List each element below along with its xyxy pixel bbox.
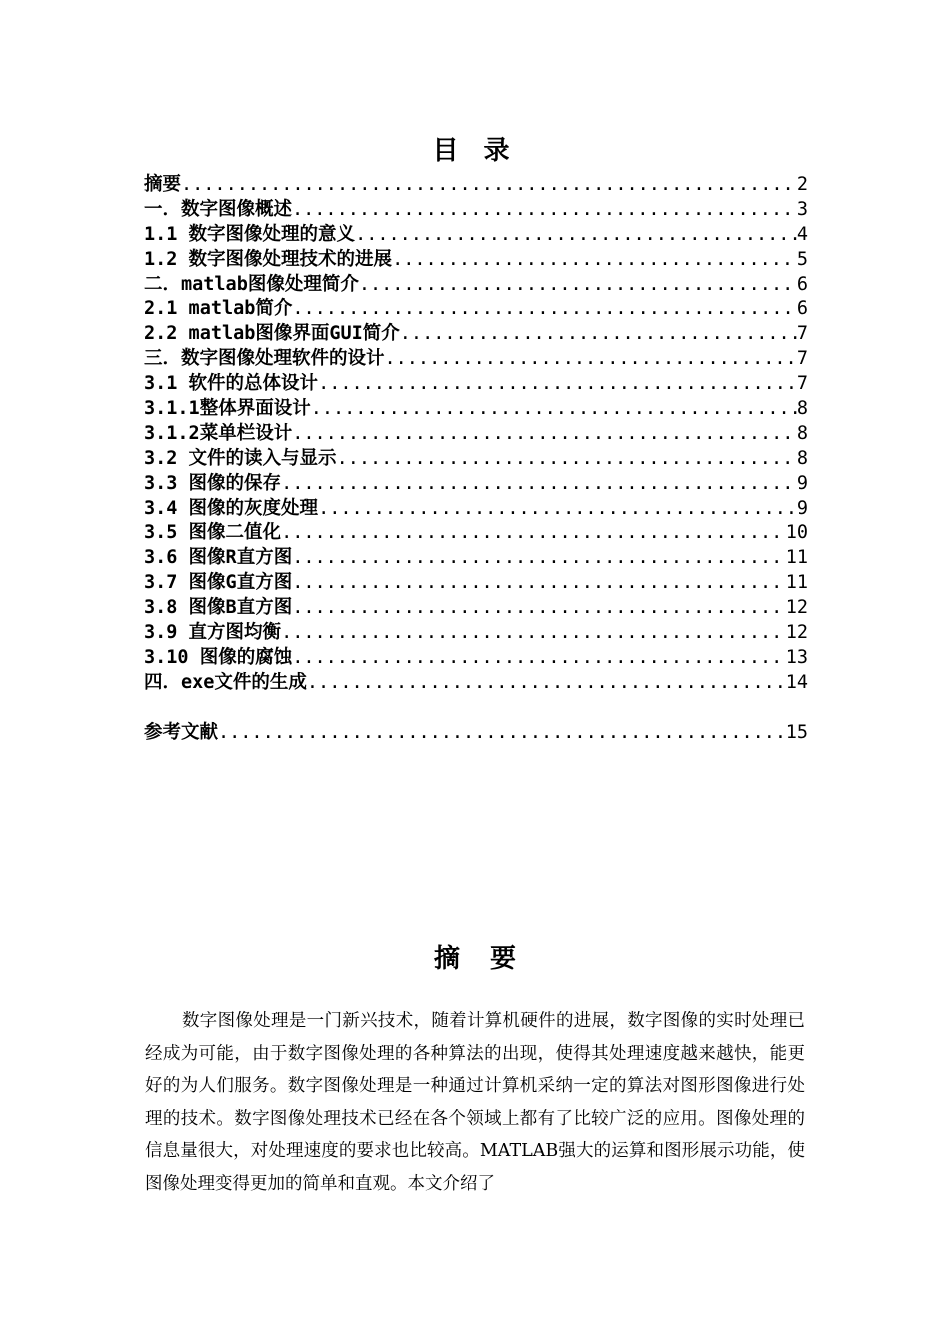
toc-leader <box>385 347 797 372</box>
toc-entry-page: 10 <box>785 522 808 544</box>
toc-entry-page: 11 <box>785 572 808 594</box>
toc-entry[interactable] <box>144 546 808 571</box>
toc-entry-page: 11 <box>785 547 808 569</box>
toc-leader <box>292 646 786 671</box>
toc-leader <box>281 472 797 497</box>
toc-leader <box>392 248 797 273</box>
toc-entry[interactable] <box>144 198 808 223</box>
toc-entry-text: 1.2 数字图像处理技术的进展 <box>144 248 393 270</box>
toc-entry[interactable] <box>144 521 808 546</box>
toc-entry-page: 9 <box>796 472 808 494</box>
abstract-title-text: 摘要 <box>433 944 546 974</box>
toc-entry-text: 3.5 图像二值化 <box>144 522 282 544</box>
toc-entry[interactable] <box>144 372 808 397</box>
toc-entry-page: 12 <box>785 622 808 644</box>
toc-leader <box>292 198 797 223</box>
table-of-contents <box>144 173 808 746</box>
toc-leader <box>292 571 786 596</box>
toc-entry-page: 8 <box>796 422 808 444</box>
toc-entry[interactable] <box>144 621 808 646</box>
toc-entry[interactable] <box>144 671 808 696</box>
toc-title: 目 录 <box>432 136 518 166</box>
toc-entry-text: 3.8 图像B直方图 <box>144 597 293 619</box>
toc-entry[interactable] <box>144 571 808 596</box>
toc-leader <box>318 497 797 522</box>
toc-entry-text: 2.1 matlab简介 <box>144 298 293 320</box>
toc-entry-page: 6 <box>796 273 808 295</box>
toc-leader <box>311 397 797 422</box>
toc-entry[interactable] <box>144 173 808 198</box>
toc-entry-text: 3.3 图像的保存 <box>144 472 282 494</box>
toc-entry[interactable] <box>144 497 808 522</box>
toc-entry-text: 三．数字图像处理软件的设计 <box>144 348 385 370</box>
toc-entry-page: 13 <box>785 646 808 668</box>
toc-leader <box>218 721 786 746</box>
toc-entry[interactable] <box>144 297 808 322</box>
abstract-body: 数字图像处理是一门新兴技术，随着计算机硬件的进展，数字图像的实时处理已经成为可能，由于数字图像处理的各种算法的出现，使得其处理速度越来越快，能更好的为人们服务。数字图像处理是一种通过计算机采纳一定的算法对图形图像进行处理的技术。数字图像处理技术已经在各个领域上都有了比较广泛的应用。图像处理的信息量很大，对处理速度的要求也比较高。MATLAB强大的运算和图形展示功能，使图像处理变得更加的简单和直观。本文介绍了 <box>145 1011 805 1194</box>
toc-entry-page: 4 <box>796 223 808 245</box>
toc-leader <box>281 521 786 546</box>
toc-entry-text: 参考文献 <box>144 721 219 743</box>
toc-entry-text: 3.9 直方图均衡 <box>144 622 282 644</box>
toc-entry-page: 3 <box>796 198 808 220</box>
toc-entry[interactable] <box>144 646 808 671</box>
toc-entry-text: 3.6 图像R直方图 <box>144 547 293 569</box>
toc-entry[interactable] <box>144 472 808 497</box>
toc-entry-page: 8 <box>796 447 808 469</box>
toc-entry-page: 15 <box>785 721 808 743</box>
toc-entry-page: 9 <box>796 497 808 519</box>
toc-entry[interactable] <box>144 347 808 372</box>
toc-leader <box>359 273 797 298</box>
toc-leader <box>318 372 797 397</box>
toc-entry[interactable] <box>144 273 808 298</box>
toc-entry-text: 3.7 图像G直方图 <box>144 572 293 594</box>
toc-entry-page: 14 <box>785 671 808 693</box>
toc-entry-text: 3.1 软件的总体设计 <box>144 373 319 395</box>
toc-entry-page: 12 <box>785 597 808 619</box>
toc-leader <box>292 546 786 571</box>
toc-leader <box>307 671 786 696</box>
toc-entry[interactable] <box>144 422 808 447</box>
toc-leader <box>292 297 796 322</box>
toc-leader <box>281 621 786 646</box>
toc-entry-page: 7 <box>796 348 808 370</box>
toc-leader <box>292 596 786 621</box>
toc-entry[interactable] <box>144 721 808 746</box>
abstract-title <box>0 938 950 975</box>
toc-entry-page: 2 <box>796 174 808 195</box>
toc-entry[interactable] <box>144 397 808 422</box>
toc-leader <box>337 447 797 472</box>
toc-leader <box>400 322 797 347</box>
toc-entry-page: 7 <box>796 373 808 395</box>
toc-entry-text: 四．exe文件的生成 <box>144 671 307 693</box>
toc-leader <box>355 223 797 248</box>
toc-entry[interactable] <box>144 596 808 621</box>
toc-entry-text: 3.1.1整体界面设计 <box>144 398 311 420</box>
toc-entry-page: 7 <box>796 323 808 345</box>
toc-entry[interactable] <box>144 248 808 273</box>
toc-entry[interactable] <box>144 223 808 248</box>
toc-entry-page: 5 <box>796 248 808 270</box>
toc-entry-text: 3.10 图像的腐蚀 <box>144 646 293 668</box>
toc-entry-text: 3.4 图像的灰度处理 <box>144 497 319 519</box>
toc-entry[interactable] <box>144 447 808 472</box>
toc-entry-text: 3.1.2菜单栏设计 <box>144 422 293 444</box>
toc-entry[interactable] <box>144 322 808 347</box>
toc-entry-text: 2.2 matlab图像界面GUI简介 <box>144 323 400 345</box>
toc-entry-text: 1.1 数字图像处理的意义 <box>144 223 356 245</box>
toc-leader <box>292 422 797 447</box>
toc-entry-text: 3.2 文件的读入与显示 <box>144 447 337 469</box>
toc-entry-page: 8 <box>796 398 808 420</box>
toc-leader <box>181 173 797 198</box>
toc-entry-text: 摘要 <box>144 174 182 195</box>
toc-entry-text: 二．matlab图像处理简介 <box>144 273 359 295</box>
toc-entry-page: 6 <box>796 298 808 320</box>
toc-entry-text: 一．数字图像概述 <box>144 198 293 220</box>
